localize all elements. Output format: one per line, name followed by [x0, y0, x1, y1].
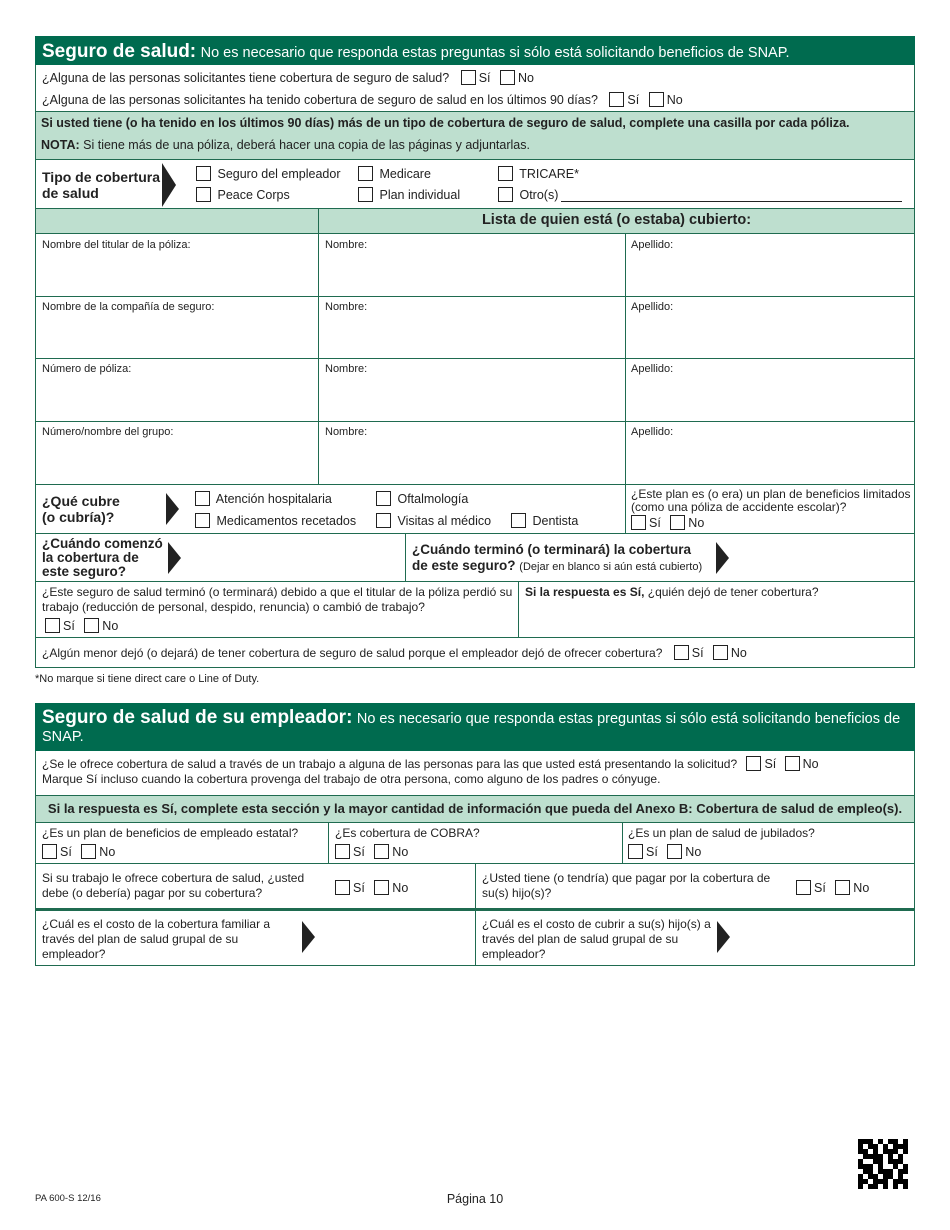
arrow-icon [717, 921, 730, 953]
minor-coverage-row [35, 638, 915, 668]
qr-code-icon [858, 1139, 908, 1189]
first-name-field-1[interactable]: Nombre: [325, 239, 368, 251]
pay-coverage-yes-checkbox[interactable] [335, 880, 350, 895]
covered-list-header-row [35, 209, 915, 234]
tricare-checkbox[interactable] [498, 166, 513, 181]
job-loss-question: ¿Este seguro de salud terminó (o terminará) debido a que el titular de la póliza perdió su trabajo (reducción de personal, despido, renuncia) o cambió de trabajo? [42, 585, 513, 614]
coverage-questions [35, 65, 915, 112]
policy-grid [35, 234, 915, 485]
current-coverage-no-checkbox[interactable] [500, 70, 515, 85]
limited-benefits-yes-checkbox[interactable] [631, 515, 646, 530]
coverage-type-label: Tipo de cobertura de salud [42, 169, 160, 201]
cost-row [35, 909, 915, 966]
limited-benefits-question: ¿Este plan es (o era) un plan de beneficios limitados (como una póliza de accidente escolar)? [631, 487, 911, 514]
what-covers-row: ¿Qué cubre (o cubría)? Atención hospitalaria Oftalmología Medicamentos recetados Visitas al médico Dentista ¿Este plan es (o era) un plan de beneficios limitados (como una póliza de accidente escolar)? Sí No [35, 485, 915, 534]
state-employee-plan-question: ¿Es un plan de beneficios de empleado estatal? [42, 826, 299, 840]
health-insurance-header [35, 36, 915, 65]
end-date-input[interactable] [736, 536, 911, 578]
employer-coverage-note: Marque Sí incluso cuando la cobertura provenga del trabajo de otra persona, como alguno de los padres o cónyuge. [42, 772, 661, 786]
children-cost-question: ¿Cuál es el costo de cubrir a su(s) hijo(s) a través del plan de salud grupal de su empleador? [482, 917, 711, 961]
last-name-field-2[interactable]: Apellido: [631, 301, 674, 313]
coverage-type-row: Tipo de cobertura de salud Seguro del empleador Medicare TRICARE* Peace Corps Plan individual Otro(s) [35, 160, 915, 209]
employer-instruction: Si la respuesta es Sí, complete esta sección y la mayor cantidad de información que pueda del Anexo B: Cobertura de salud de empleo(s). [47, 801, 903, 816]
employer-coverage-no-checkbox[interactable] [785, 756, 800, 771]
vision-checkbox[interactable] [376, 491, 391, 506]
first-name-field-4[interactable]: Nombre: [325, 426, 368, 438]
current-coverage-yes-checkbox[interactable] [461, 70, 476, 85]
end-date-label: ¿Cuándo terminó (o terminará) la cobertura de este seguro? (Dejar en blanco si aún está cubierto) [412, 542, 703, 573]
start-date-label: ¿Cuándo comenzó la cobertura de este seguro? [42, 536, 163, 579]
plan-type-row: ¿Es un plan de beneficios de empleado estatal? Sí No ¿Es cobertura de COBRA? Sí No ¿Es un plan de salud de jubilados? Sí No [35, 823, 915, 864]
retiree-plan-question: ¿Es un plan de salud de jubilados? [628, 826, 815, 840]
what-covers-label: ¿Qué cubre (o cubría)? [42, 493, 120, 525]
children-pay-question: ¿Usted tiene (o tendría) que pagar por la cobertura de su(s) hijo(s)? [482, 871, 771, 900]
question-current-coverage: ¿Alguna de las personas solicitantes tiene cobertura de seguro de salud? Sí No [42, 71, 534, 85]
doctor-visits-checkbox[interactable] [376, 513, 391, 528]
question-past-coverage: ¿Alguna de las personas solicitantes ha tenido cobertura de seguro de salud en los últimos 90 días? Sí No [42, 93, 683, 107]
prescriptions-checkbox[interactable] [195, 513, 210, 528]
dental-checkbox[interactable] [511, 513, 526, 528]
arrow-icon [166, 493, 179, 525]
multiple-policies-instruction: Si usted tiene (o ha tenido en los últimos 90 días) más de un tipo de cobertura de seguro de salud, complete una casilla por cada póliza. [41, 116, 850, 130]
last-name-field-1[interactable]: Apellido: [631, 239, 674, 251]
first-name-field-3[interactable]: Nombre: [325, 363, 368, 375]
cobra-question: ¿Es cobertura de COBRA? [335, 826, 480, 840]
past-coverage-no-checkbox[interactable] [649, 92, 664, 107]
first-name-field-2[interactable]: Nombre: [325, 301, 368, 313]
insurance-company-field[interactable]: Nombre de la compañía de seguro: [42, 301, 215, 313]
start-date-input[interactable] [186, 536, 401, 578]
coverage-dates-row [35, 534, 915, 582]
nota: NOTA: Si tiene más de una póliza, deberá hacer una copia de las páginas y adjuntarlas. [41, 138, 530, 152]
arrow-icon [716, 542, 729, 574]
policy-number-field[interactable]: Número de póliza: [42, 363, 132, 375]
children-pay-yes-checkbox[interactable] [796, 880, 811, 895]
pay-coverage-no-checkbox[interactable] [374, 880, 389, 895]
limited-benefits-no-checkbox[interactable] [670, 515, 685, 530]
payment-row: Si su trabajo le ofrece cobertura de salud, ¿usted debe (o debería) pagar por su cobertura? Sí No ¿Usted tiene (o tendría) que pagar por la cobertura de su(s) hijo(s)? Sí No [35, 864, 915, 909]
minor-coverage-no-checkbox[interactable] [713, 645, 728, 660]
minor-coverage-question: ¿Algún menor dejó (o dejará) de tener cobertura de seguro de salud porque el empleador dejó de ofrecer cobertura? Sí No [42, 646, 747, 660]
individual-plan-checkbox[interactable] [358, 187, 373, 202]
family-cost-input[interactable] [320, 914, 470, 962]
hospital-care-checkbox[interactable] [195, 491, 210, 506]
employer-instruction-block [35, 796, 915, 823]
employer-insurance-checkbox[interactable] [196, 166, 211, 181]
covered-list-header: Lista de quien está (o estaba) cubierto: [481, 212, 752, 228]
cobra-yes-checkbox[interactable] [335, 844, 350, 859]
arrow-icon [162, 163, 176, 207]
section-subtitle: No es necesario que responda estas preguntas si sólo está solicitando beneficios de SNAP. [42, 711, 901, 745]
pay-coverage-question: Si su trabajo le ofrece cobertura de salud, ¿usted debe (o debería) pagar por su cobertura? [42, 871, 305, 900]
cobra-no-checkbox[interactable] [374, 844, 389, 859]
job-loss-no-checkbox[interactable] [84, 618, 99, 633]
children-cost-input[interactable] [736, 914, 911, 962]
instruction-block [35, 112, 915, 160]
group-number-field[interactable]: Número/nombre del grupo: [42, 426, 174, 438]
arrow-icon [168, 542, 181, 574]
job-loss-yes-checkbox[interactable] [45, 618, 60, 633]
last-name-field-4[interactable]: Apellido: [631, 426, 674, 438]
other-text-field[interactable] [561, 201, 902, 202]
medicare-checkbox[interactable] [358, 166, 373, 181]
state-plan-yes-checkbox[interactable] [42, 844, 57, 859]
form-id: PA 600-S 12/16 [35, 1193, 101, 1204]
who-lost-coverage-field[interactable]: Si la respuesta es Sí, ¿quién dejó de tener cobertura? [525, 585, 819, 599]
state-plan-no-checkbox[interactable] [81, 844, 96, 859]
page-number: Página 10 [446, 1192, 504, 1206]
footnote: *No marque si tiene direct care o Line of Duty. [35, 673, 260, 685]
policy-holder-field[interactable]: Nombre del titular de la póliza: [42, 239, 191, 251]
other-checkbox[interactable] [498, 187, 513, 202]
last-name-field-3[interactable]: Apellido: [631, 363, 674, 375]
family-cost-question: ¿Cuál es el costo de la cobertura familiar a través del plan de salud grupal de su empleador? [42, 917, 271, 961]
minor-coverage-yes-checkbox[interactable] [674, 645, 689, 660]
past-coverage-yes-checkbox[interactable] [609, 92, 624, 107]
employer-coverage-yes-checkbox[interactable] [746, 756, 761, 771]
employer-insurance-header [35, 703, 915, 751]
job-loss-row: ¿Este seguro de salud terminó (o terminará) debido a que el titular de la póliza perdió su trabajo (reducción de personal, despido, renuncia) o cambió de trabajo? Sí No Si la respuesta es Sí, ¿quién dejó de tener cobertura? [35, 582, 915, 638]
section-title: Seguro de salud de su empleador: [42, 707, 353, 728]
section-title: Seguro de salud: [42, 41, 197, 62]
employer-coverage-question: ¿Se le ofrece cobertura de salud a través de un trabajo a alguna de las personas para las que usted está presentando la solicitud? Sí No [42, 757, 819, 771]
section-subtitle: No es necesario que responda estas preguntas si sólo está solicitando beneficios de SNAP. [200, 45, 790, 61]
peace-corps-checkbox[interactable] [196, 187, 211, 202]
children-pay-no-checkbox[interactable] [835, 880, 850, 895]
retiree-no-checkbox[interactable] [667, 844, 682, 859]
arrow-icon [302, 921, 315, 953]
retiree-yes-checkbox[interactable] [628, 844, 643, 859]
employer-coverage-question-block [35, 751, 915, 796]
